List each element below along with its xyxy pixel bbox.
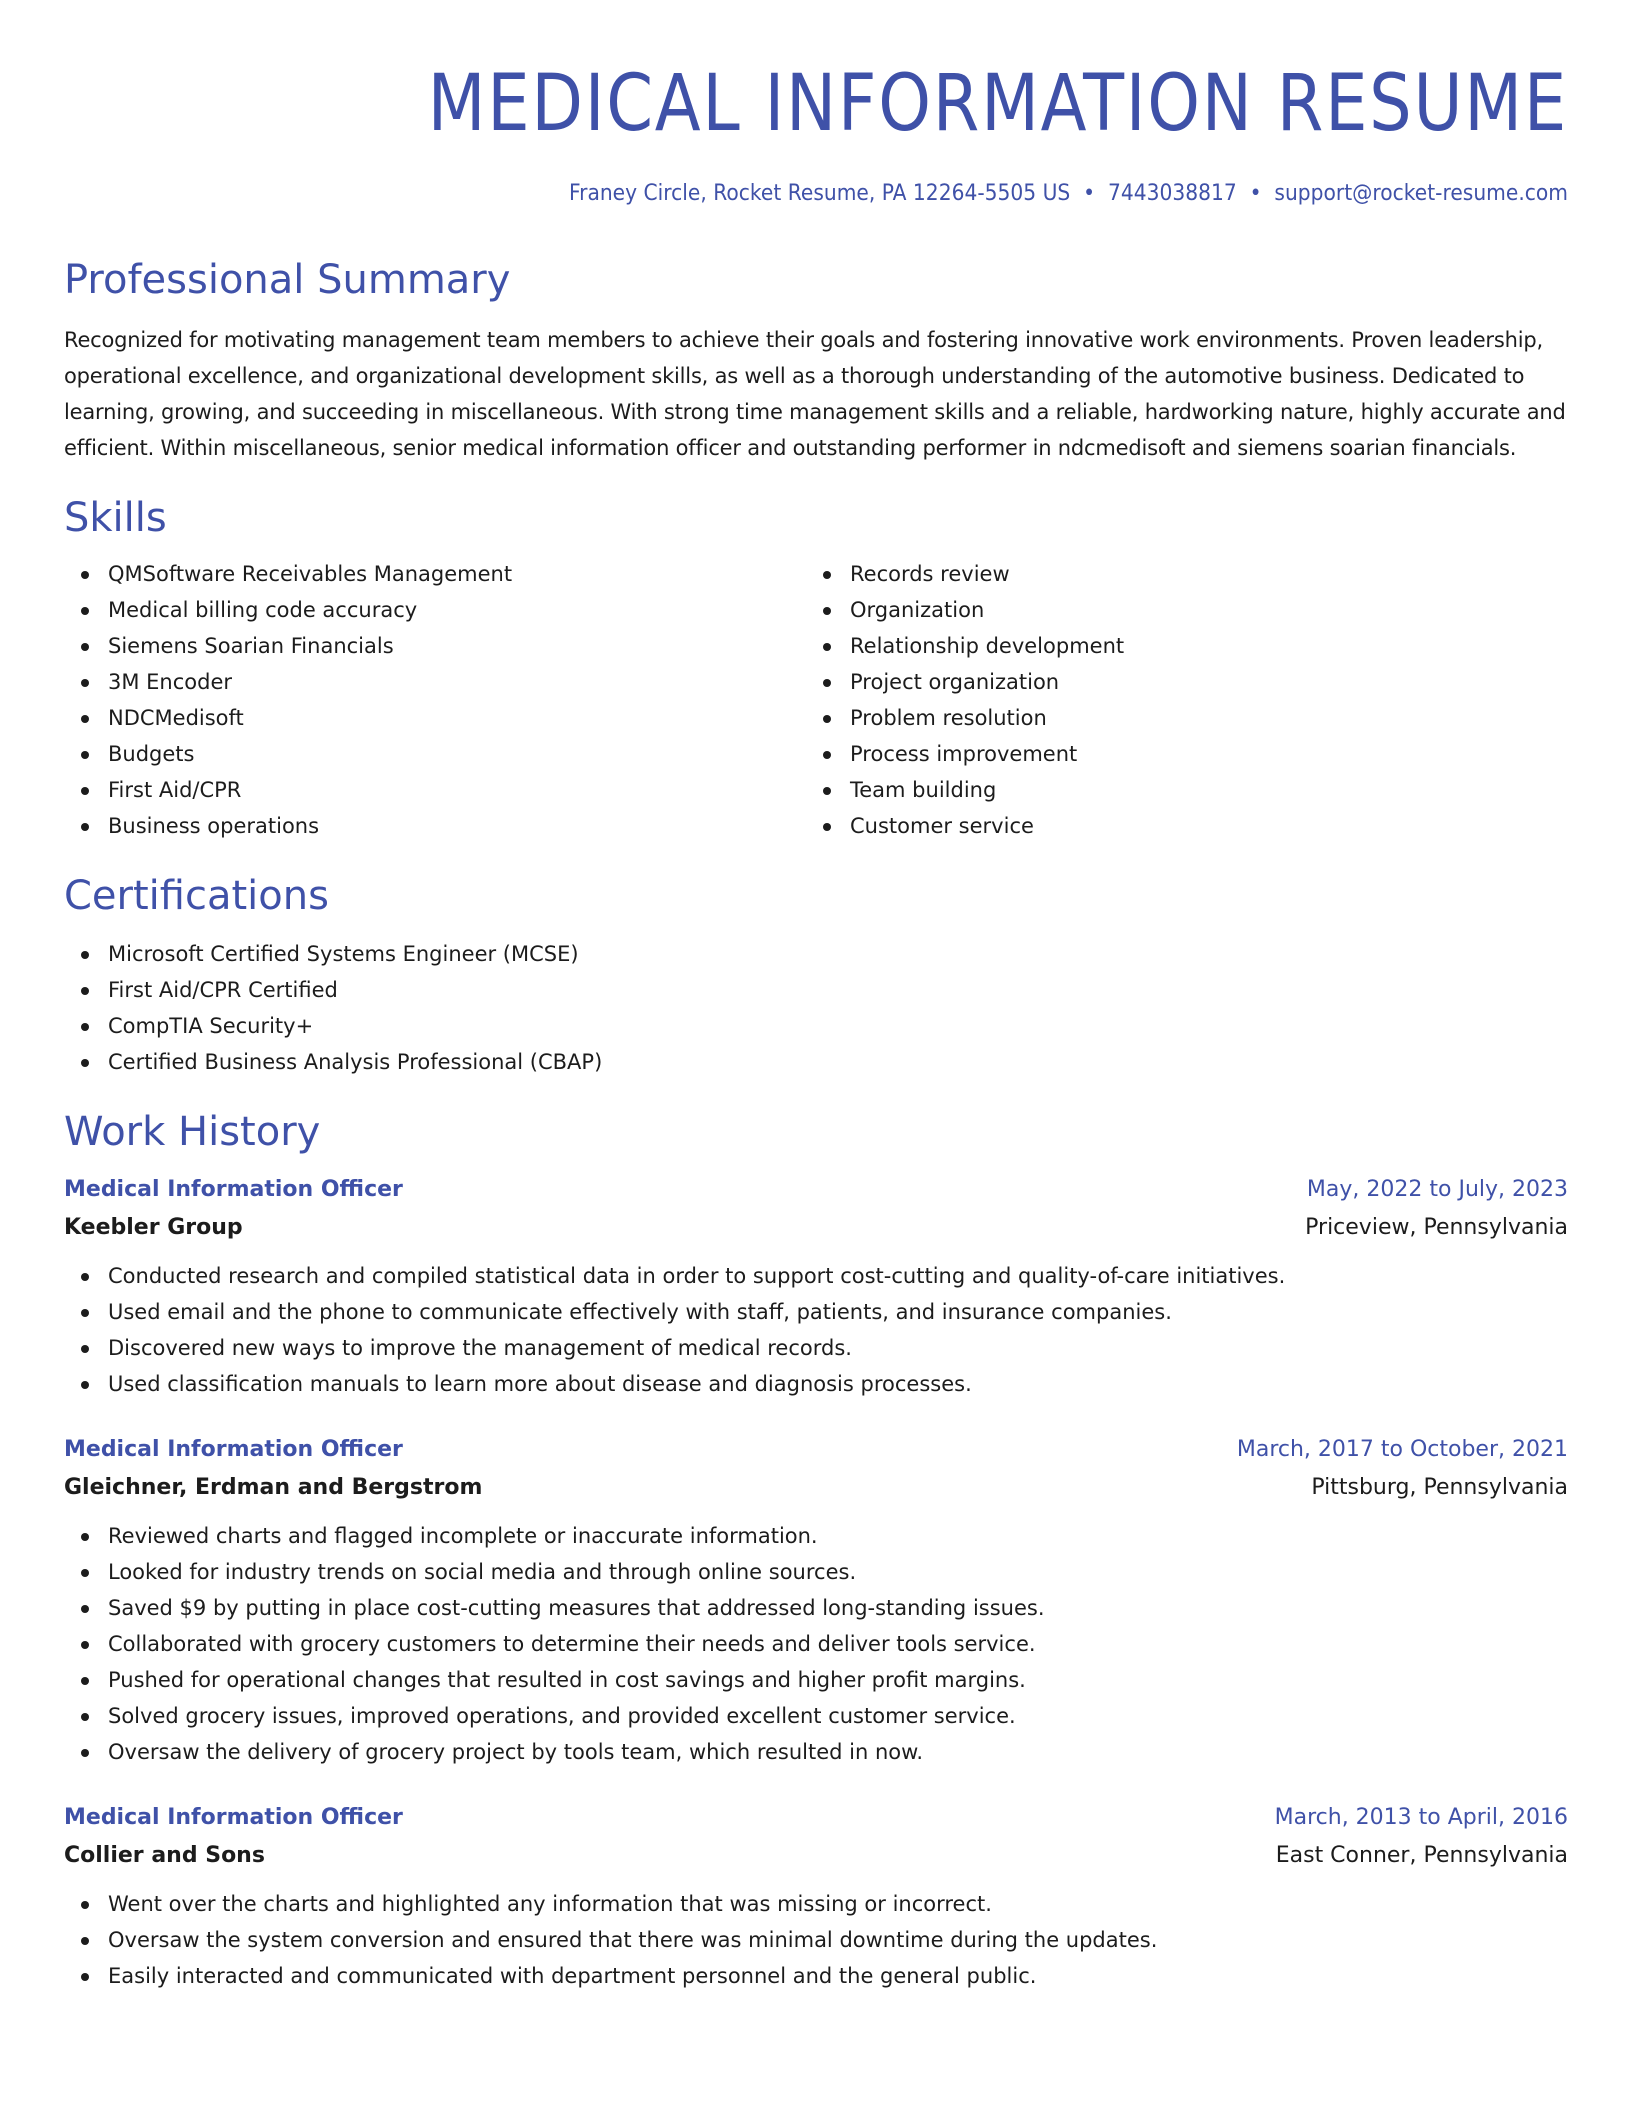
summary-text: Recognized for motivating management team members to achieve their goals and fostering innovative work environments. Proven leadership, operational excellence, and organizational development skills, as well as a thorough understanding of the automotive business. Dedicated to learning, growing, and succeeding in miscellaneous. With strong time management skills and a reliable, hardworking nature, highly accurate and efficient. Within miscellaneous, senior medical information officer and outstanding performer in ndcmedisoft and siemens soarian financials. bbox=[64, 328, 1566, 460]
skills-grid bbox=[64, 556, 1568, 844]
job-company: Gleichner, Erdman and Bergstrom bbox=[64, 1475, 483, 1500]
job-bullets bbox=[64, 1886, 1568, 1994]
job-company-row bbox=[64, 1836, 1568, 1876]
job-role: Medical Information Officer bbox=[64, 1437, 403, 1462]
job-bullet: Went over the charts and highlighted any information that was missing or incorrect. bbox=[64, 1886, 1568, 1922]
job-bullet: Solved grocery issues, improved operations, and provided excellent customer service. bbox=[64, 1698, 1568, 1734]
job-entry bbox=[64, 1800, 1568, 1994]
work-history-heading: Work History bbox=[64, 1109, 321, 1155]
skill-item: Team building bbox=[806, 772, 1548, 808]
contact-separator: • bbox=[1249, 181, 1262, 206]
job-bullet: Used classification manuals to learn more about disease and diagnosis processes. bbox=[64, 1366, 1568, 1402]
job-header-row bbox=[64, 1432, 1568, 1468]
job-bullet: Oversaw the system conversion and ensured that there was minimal downtime during the updates. bbox=[64, 1922, 1568, 1958]
job-bullets bbox=[64, 1258, 1568, 1402]
skill-item: Project organization bbox=[806, 664, 1548, 700]
job-entry bbox=[64, 1432, 1568, 1770]
job-company-row bbox=[64, 1468, 1568, 1508]
job-header-row bbox=[64, 1800, 1568, 1836]
job-bullet: Oversaw the delivery of grocery project by tools team, which resulted in now. bbox=[64, 1734, 1568, 1770]
job-bullet: Collaborated with grocery customers to determine their needs and deliver tools service. bbox=[64, 1626, 1568, 1662]
skill-item: QMSoftware Receivables Management bbox=[64, 556, 806, 592]
skill-item: Records review bbox=[806, 556, 1548, 592]
job-role: Medical Information Officer bbox=[64, 1805, 403, 1830]
skill-item: Medical billing code accuracy bbox=[64, 592, 806, 628]
job-company-row bbox=[64, 1208, 1568, 1248]
skills-list-left bbox=[64, 556, 806, 844]
job-bullet: Easily interacted and communicated with department personnel and the general public. bbox=[64, 1958, 1568, 1994]
contact-email: support@rocket-resume.com bbox=[1274, 181, 1568, 206]
contact-line bbox=[184, 178, 1568, 210]
certification-item: First Aid/CPR Certified bbox=[64, 972, 1568, 1008]
skill-item: Process improvement bbox=[806, 736, 1548, 772]
contact-phone: 7443038817 bbox=[1107, 181, 1237, 206]
skills-heading: Skills bbox=[64, 495, 167, 541]
skill-item: NDCMedisoft bbox=[64, 700, 806, 736]
certification-item: CompTIA Security+ bbox=[64, 1008, 1568, 1044]
skill-item: Organization bbox=[806, 592, 1548, 628]
job-location: Pittsburg, Pennsylvania bbox=[1311, 1475, 1568, 1500]
skill-item: Relationship development bbox=[806, 628, 1548, 664]
job-bullet: Conducted research and compiled statistical data in order to support cost-cutting and quality-of-care initiatives. bbox=[64, 1258, 1568, 1294]
job-bullet: Discovered new ways to improve the management of medical records. bbox=[64, 1330, 1568, 1366]
job-bullet: Reviewed charts and flagged incomplete or inaccurate information. bbox=[64, 1518, 1568, 1554]
job-location: Priceview, Pennsylvania bbox=[1305, 1215, 1568, 1240]
job-bullet: Looked for industry trends on social media and through online sources. bbox=[64, 1554, 1568, 1590]
skill-item: Business operations bbox=[64, 808, 806, 844]
job-dates: March, 2017 to October, 2021 bbox=[1236, 1437, 1568, 1462]
job-header-row bbox=[64, 1172, 1568, 1208]
certifications-list bbox=[64, 936, 1568, 1080]
job-bullet: Used email and the phone to communicate effectively with staff, patients, and insurance companies. bbox=[64, 1294, 1568, 1330]
job-bullets bbox=[64, 1518, 1568, 1770]
skill-item: 3M Encoder bbox=[64, 664, 806, 700]
skill-item: First Aid/CPR bbox=[64, 772, 806, 808]
job-location: East Conner, Pennsylvania bbox=[1275, 1843, 1568, 1868]
skill-item: Siemens Soarian Financials bbox=[64, 628, 806, 664]
skill-item: Customer service bbox=[806, 808, 1548, 844]
resume-title: MEDICAL INFORMATION RESUME bbox=[427, 59, 1569, 149]
certification-item: Certified Business Analysis Professional (CBAP) bbox=[64, 1044, 1568, 1080]
job-company: Keebler Group bbox=[64, 1215, 243, 1240]
job-role: Medical Information Officer bbox=[64, 1177, 403, 1202]
contact-separator: • bbox=[1083, 181, 1096, 206]
job-dates: March, 2013 to April, 2016 bbox=[1274, 1805, 1568, 1830]
job-bullet: Pushed for operational changes that resulted in cost savings and higher profit margins. bbox=[64, 1662, 1568, 1698]
summary-heading: Professional Summary bbox=[64, 257, 511, 303]
skill-item: Budgets bbox=[64, 736, 806, 772]
job-bullet: Saved $9 by putting in place cost-cutting measures that addressed long-standing issues. bbox=[64, 1590, 1568, 1626]
job-dates: May, 2022 to July, 2023 bbox=[1306, 1177, 1568, 1202]
job-company: Collier and Sons bbox=[64, 1843, 265, 1868]
job-entry bbox=[64, 1172, 1568, 1402]
skills-list-right bbox=[806, 556, 1548, 844]
contact-address: Franey Circle, Rocket Resume, PA 12264-5505 US bbox=[568, 181, 1071, 206]
resume-page bbox=[64, 0, 1568, 1994]
skill-item: Problem resolution bbox=[806, 700, 1548, 736]
certification-item: Microsoft Certified Systems Engineer (MCSE) bbox=[64, 936, 1568, 972]
certifications-heading: Certifications bbox=[64, 873, 329, 919]
